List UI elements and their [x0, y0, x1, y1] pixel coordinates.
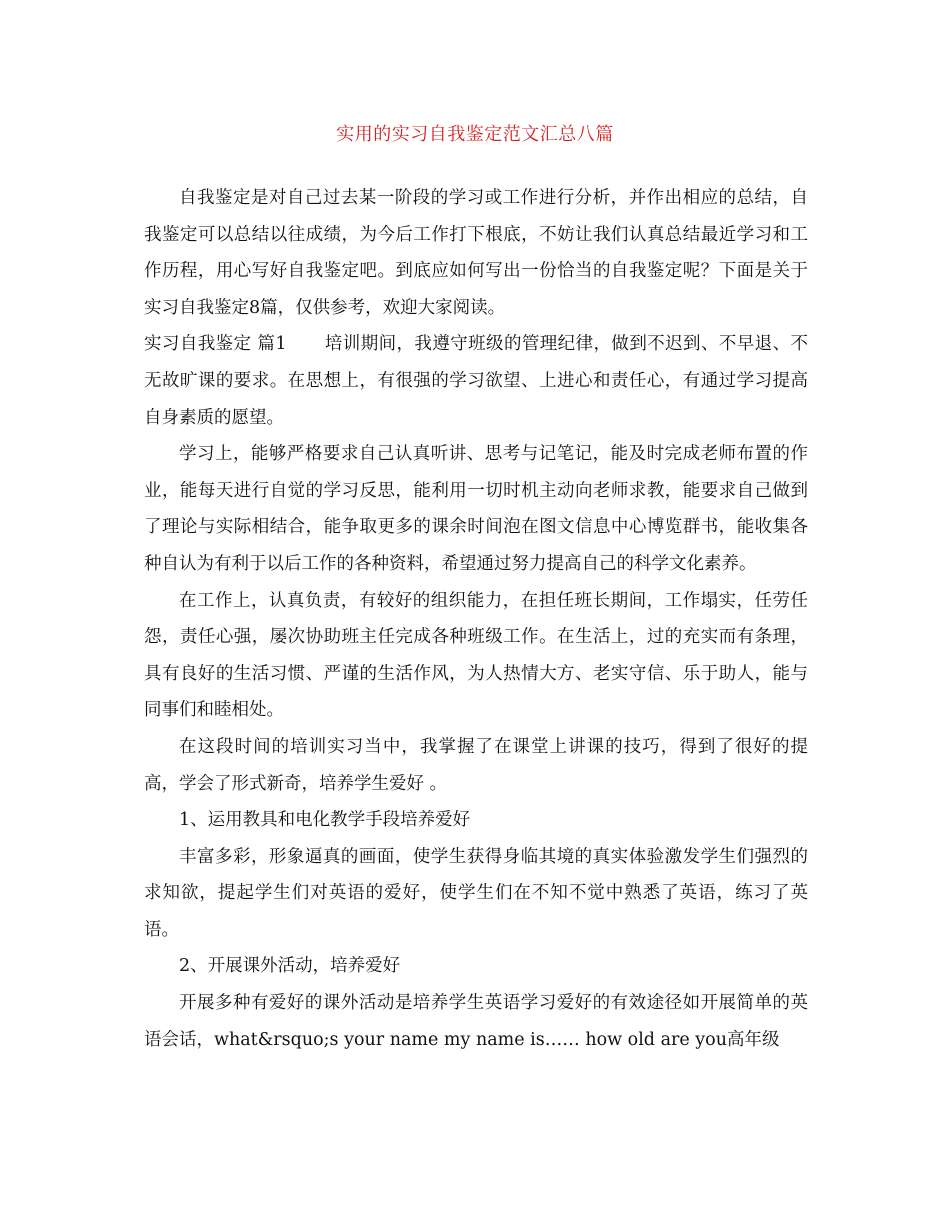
item2-paragraph: 开展多种有爱好的课外活动是培养学生英语学习爱好的有效途径如开展简单的英语会话，what&rsquo;s your name my name is…… how old are you高年级 — [144, 993, 808, 1050]
document-body — [144, 180, 808, 1058]
training-paragraph: 在这段时间的培训实习当中，我掌握了在课堂上讲课的技巧，得到了很好的提高，学会了形式新奇，培养学生爱好 。 — [144, 736, 808, 794]
item1-heading: 1、运用教具和电化教学手段培养爱好 — [179, 810, 471, 831]
section1-heading: 实习自我鉴定 篇1 — [144, 334, 287, 355]
study-paragraph: 学习上，能够严格要求自己认真听讲、思考与记笔记，能及时完成老师布置的作业，能每天进行自觉的学习反思，能利用一切时机主动向老师求教，能要求自己做到了理论与实际相结合，能争取更多的课余时间泡在图文信息中心博览群书，能收集各种自认为有利于以后工作的各种资料，希望通过努力提高自己的科学文化素养。 — [144, 444, 808, 574]
section1-paragraph — [144, 326, 808, 436]
document-title: 实用的实习自我鉴定范文汇总八篇 — [336, 124, 614, 145]
item1-paragraph: 丰富多彩，形象逼真的画面，使学生获得身临其境的真实体验激发学生们强烈的求知欲，提起学生们对英语的爱好，使学生们在不知不觉中熟悉了英语，练习了英语。 — [144, 846, 808, 940]
item2-heading: 2、开展课外活动，培养爱好 — [179, 956, 401, 977]
section1-text: 培训期间，我遵守班级的管理纪律，做到不迟到、不早退、不无故旷课的要求。在思想上，有很强的学习欲望、上进心和责任心，有通过学习提高自身素质的愿望。 — [144, 334, 808, 428]
intro-paragraph: 自我鉴定是对自己过去某一阶段的学习或工作进行分析，并作出相应的总结，自我鉴定可以总结以往成绩，为今后工作打下根底，不妨让我们认真总结最近学习和工作历程，用心写好自我鉴定吧。到底应如何写出一份恰当的自我鉴定呢？下面是关于实习自我鉴定8篇，仅供参考，欢迎大家阅读。 — [144, 188, 808, 318]
work-paragraph: 在工作上，认真负责，有较好的组织能力，在担任班长期间，工作塌实，任劳任怨，责任心强，屡次协助班主任完成各种班级工作。在生活上，过的充实而有条理，具有良好的生活习惯、严谨的生活作风，为人热情大方、老实守信、乐于助人，能与同事们和睦相处。 — [144, 590, 808, 721]
